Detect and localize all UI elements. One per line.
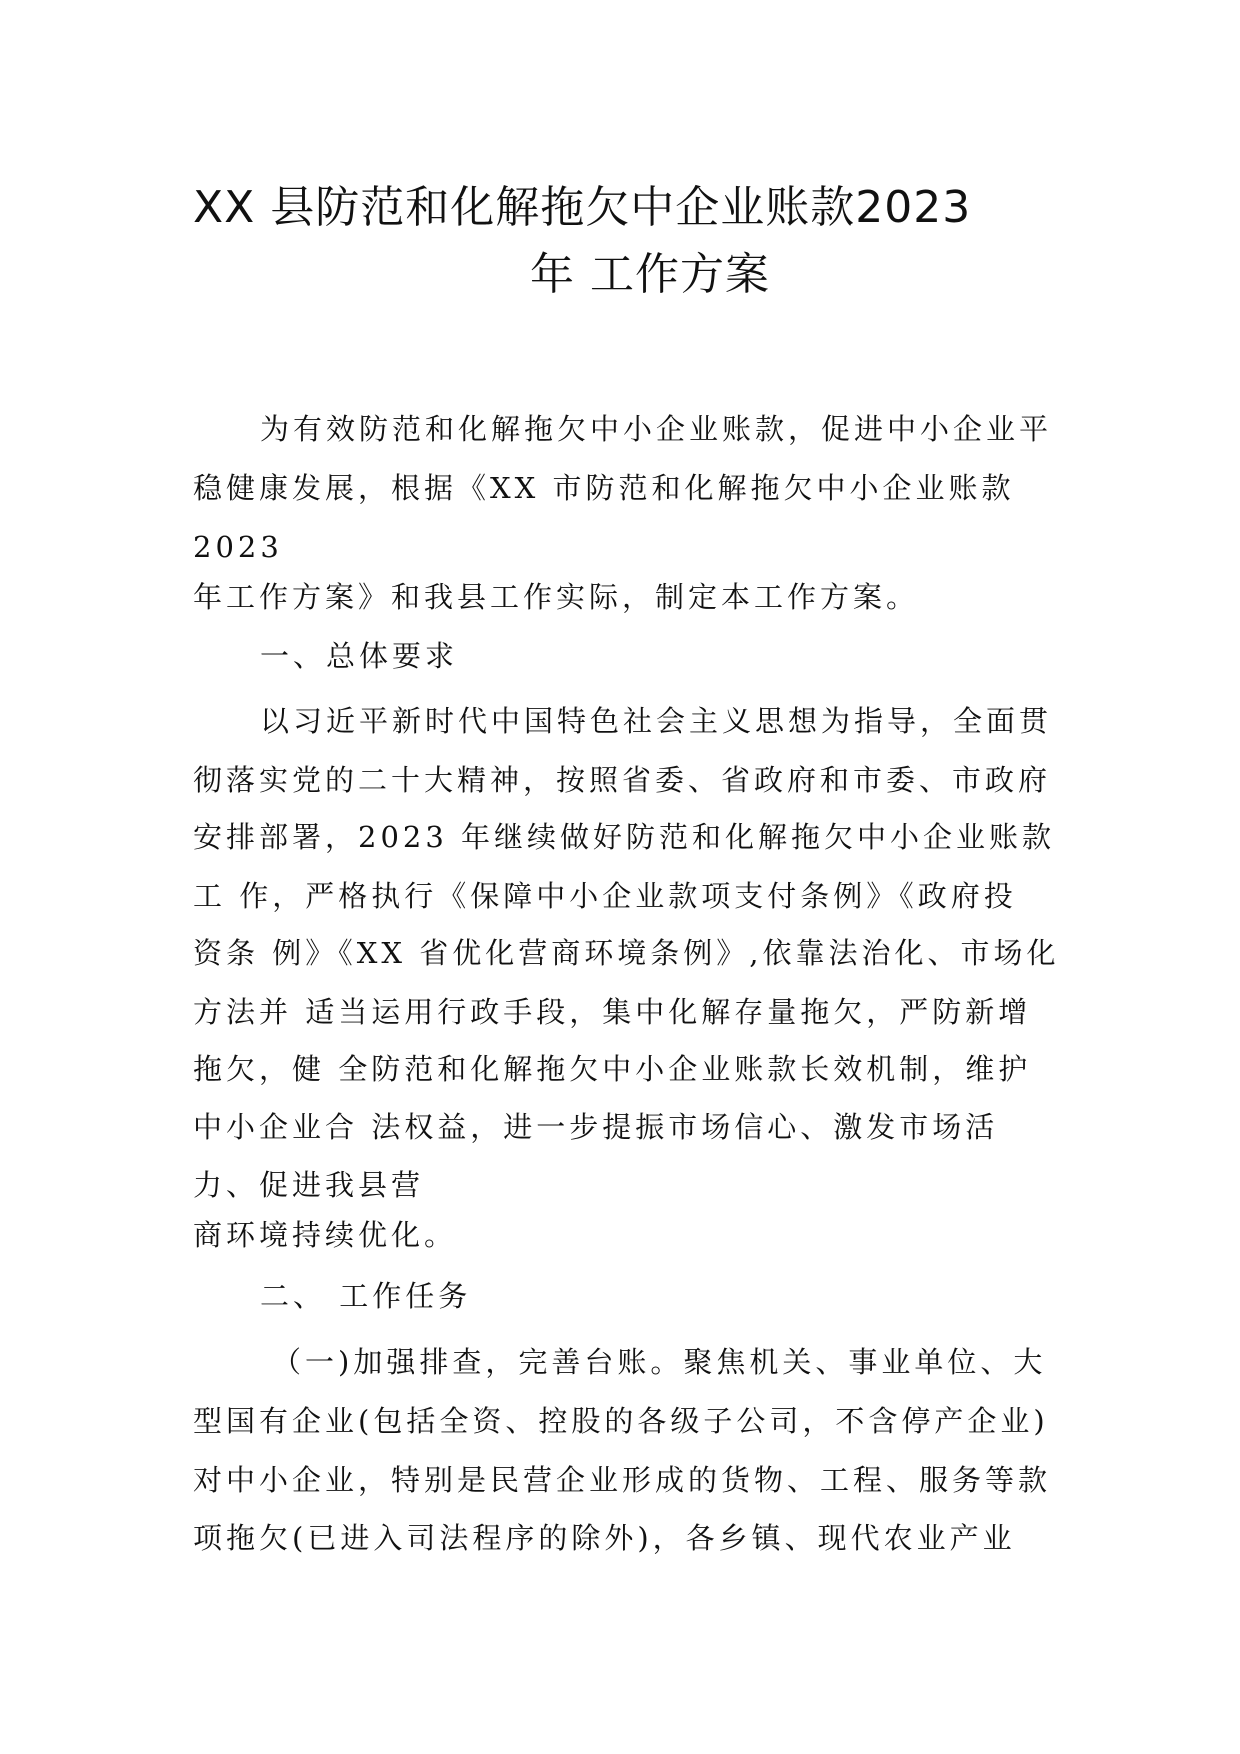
document-title-line-1: XX 县防范和化解拖欠中企业账款2023 xyxy=(193,182,972,233)
document-title-line-2: 年 工作方案 xyxy=(530,249,770,300)
paragraph-line: 方法并 适当运用行政手段，集中化解存量拖欠，严防新增 xyxy=(193,995,1032,1029)
paragraph-line: 型国有企业(包括全资、控股的各级子公司，不含停产企业) xyxy=(193,1404,1049,1438)
paragraph-line: 项拖欠(已进入司法程序的除外)，各乡镇、现代农业产业 xyxy=(193,1521,1016,1555)
section-heading: 一、总体要求 xyxy=(260,639,459,673)
paragraph-line: 拖欠，健 全防范和化解拖欠中小企业账款长效机制，维护 xyxy=(193,1052,1032,1086)
section-heading: 二、 工作任务 xyxy=(260,1279,472,1313)
paragraph-line: 资条 例》《XX 省优化营商环境条例》,依靠法治化、市场化 xyxy=(193,936,1060,970)
paragraph-line: 稳健康发展，根据《XX 市防范和化解拖欠中小企业账款 xyxy=(193,471,1015,505)
paragraph-line: 年工作方案》和我县工作实际，制定本工作方案。 xyxy=(193,580,920,614)
paragraph-line: 以习近平新时代中国特色社会主义思想为指导，全面贯 xyxy=(260,704,1053,738)
paragraph-line: 工 作，严格执行《保障中小企业款项支付条例》《政府投 xyxy=(193,879,1017,913)
paragraph-line: （一)加强排查，完善台账。聚焦机关、事业单位、大 xyxy=(272,1345,1047,1379)
paragraph-line: 商环境持续优化。 xyxy=(193,1218,458,1252)
paragraph-line: 对中小企业，特别是民营企业形成的货物、工程、服务等款 xyxy=(193,1463,1052,1497)
paragraph-line: 安排部署，2023 年继续做好防范和化解拖欠中小企业账款 xyxy=(193,820,1056,854)
paragraph-line: 中小企业合 法权益，进一步提振市场信心、激发市场活 xyxy=(193,1110,999,1144)
paragraph-line: 为有效防范和化解拖欠中小企业账款，促进中小企业平 xyxy=(260,412,1053,446)
paragraph-line: 彻落实党的二十大精神，按照省委、省政府和市委、市政府 xyxy=(193,763,1052,797)
paragraph-line: 2023 xyxy=(193,530,283,564)
paragraph-line: 力、促进我县营 xyxy=(193,1168,425,1202)
